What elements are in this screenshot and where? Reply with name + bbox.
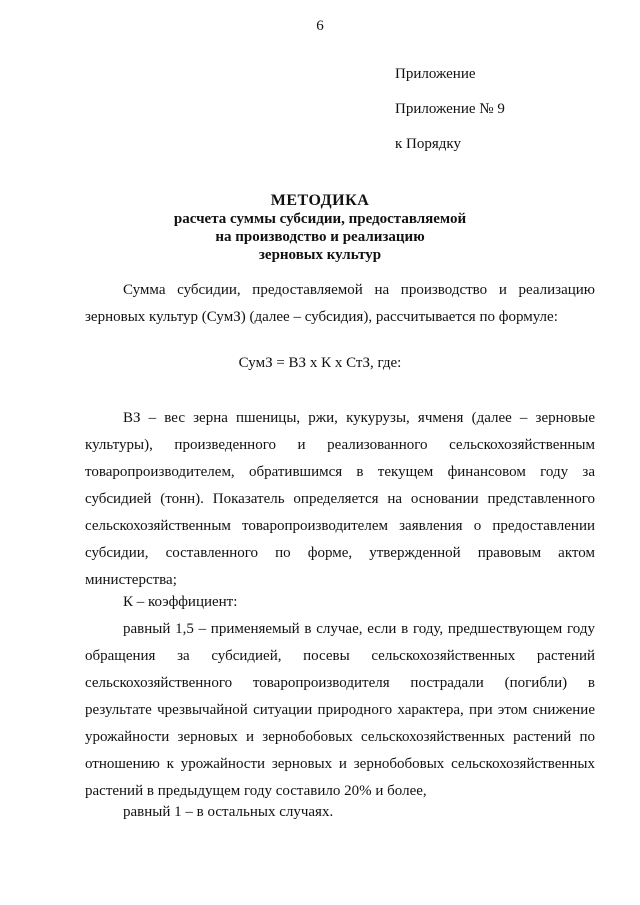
vz-definition: ВЗ – вес зерна пшеницы, ржи, кукурузы, ячменя (далее – зерновые культуры), произведенного и реализованного сельскохозяйственным товаропроизводителем, обратившимся в текущем финансовом году за субсидией (тонн). Показатель определяется на основании представленного сельскохозяйственным товаропроизводителем заявления о предоставлении субсидии, составленного по форме, утвержденной правовым актом министерства; — [85, 410, 595, 588]
title-subtitle-line-1: расчета суммы субсидии, предоставляемой — [173, 211, 467, 227]
k-case-block — [85, 616, 595, 805]
document-title — [0, 192, 640, 264]
k-default-block — [85, 799, 595, 826]
k-heading-block — [85, 589, 595, 616]
title-subtitle-line-2: на производство и реализацию — [215, 229, 425, 245]
appendix-label: Приложение — [395, 66, 476, 82]
intro-paragraph-block — [85, 277, 595, 331]
formula: СумЗ = ВЗ х К х СтЗ, где: — [238, 355, 402, 371]
k-case-1: равный 1 – в остальных случаях. — [123, 804, 334, 820]
title-subtitle-line-3: зерновых культур — [258, 247, 382, 263]
k-heading: К – коэффициент: — [123, 594, 238, 610]
title-main: МЕТОДИКА — [270, 192, 370, 209]
k-case-1-5: равный 1,5 – применяемый в случае, если в году, предшествующем году обращения за субсидией, посевы сельскохозяйственных растений сельскохозяйственного товаропроизводителя пострадали (погибли) в результате чрезвычайной ситуации природного характера, при этом снижение урожайности зерновых и зернобобовых сельскохозяйственных растений по отношению к урожайности зерновых и зернобобовых сельскохозяйственных растений в предыдущем году составило 20% и более, — [85, 621, 595, 799]
vz-definition-block — [85, 405, 595, 594]
appendix-number: Приложение № 9 — [395, 101, 505, 117]
page-number: 6 — [316, 18, 324, 34]
intro-paragraph: Сумма субсидии, предоставляемой на производство и реализацию зерновых культур (СумЗ) (далее – субсидия), рассчитывается по формуле: — [85, 282, 595, 325]
appendix-reference: к Порядку — [395, 136, 461, 152]
